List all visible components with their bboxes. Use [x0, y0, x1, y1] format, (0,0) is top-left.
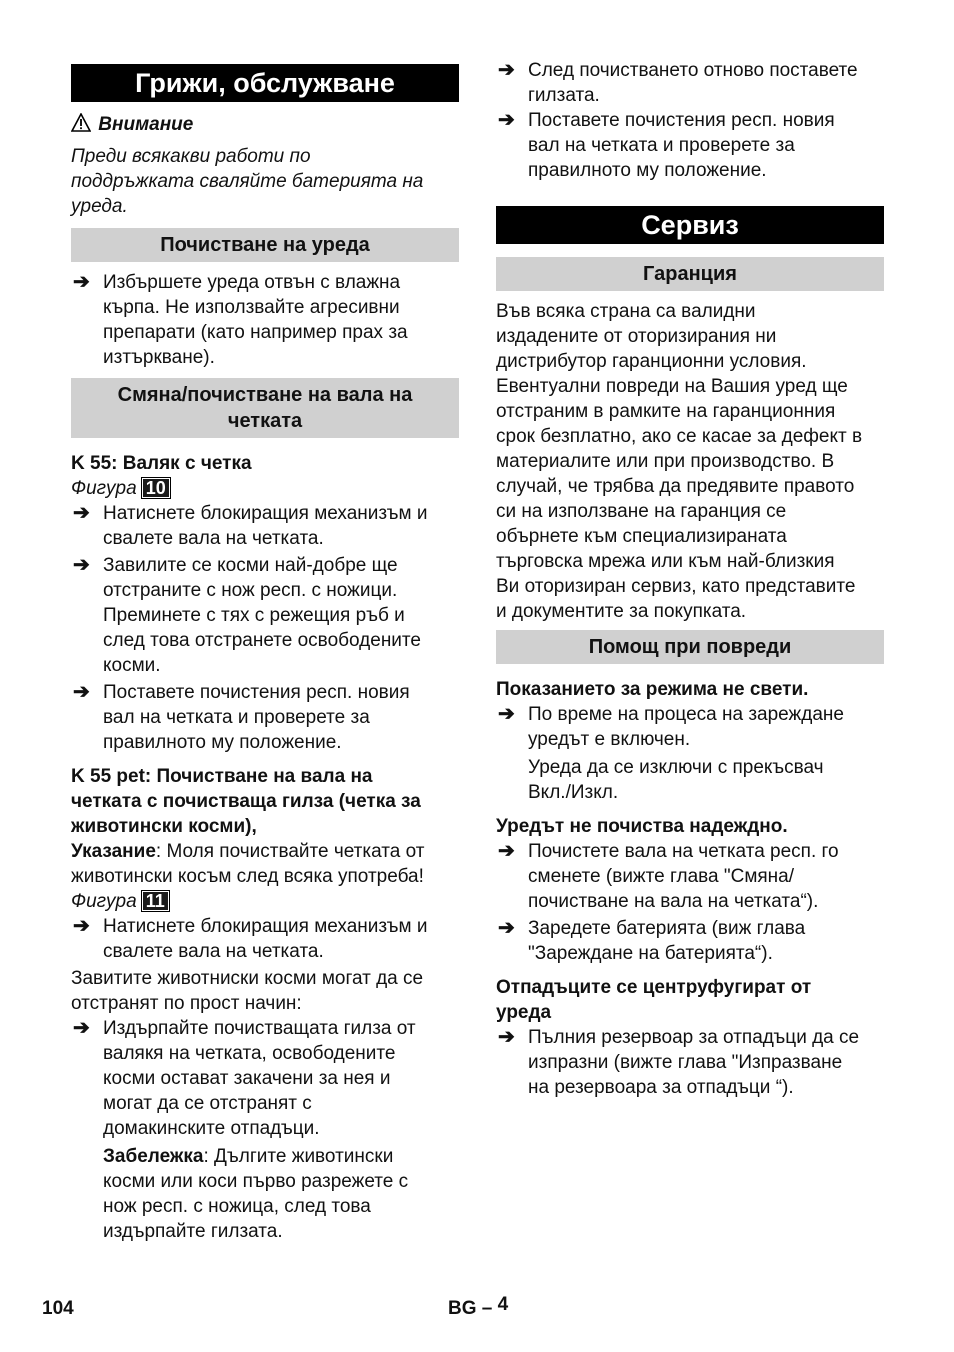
issue-solution-text: Уреда да се изключи с прекъсвач Вкл./Изкл.	[528, 757, 824, 803]
right-arrow-icon: ➔	[498, 59, 515, 81]
right-arrow-icon: ➔	[73, 502, 90, 524]
figure-ref-10: Фигура 10	[71, 476, 459, 501]
heading-brush-roller: Смяна/почистване на вала на четката	[71, 378, 459, 438]
section-title-care: Грижи, обслужване	[71, 64, 459, 102]
right-arrow-icon: ➔	[73, 1017, 90, 1039]
issue-title: Отпадъците се центруфугират от уреда	[496, 977, 812, 1023]
heading-troubleshooting: Помощ при повреди	[496, 630, 884, 664]
warning-triangle-icon	[71, 113, 93, 139]
list-item: ➔ Избършете уреда отвън с влажна кърпа. Не използвайте агресивни препарати (като например прах за изтъркване).	[73, 271, 408, 368]
right-arrow-icon: ➔	[73, 271, 90, 293]
list-item: ➔ Натиснете блокиращия механизъм и свалете вала на четката.	[73, 502, 428, 549]
list-item: ➔ Завилите се косми най-добре ще отстраните с нож респ. с ножици. Преминете с тях с режещия ръб и след това отстранете освободените косми.	[73, 554, 421, 676]
list-item: ➔ Заредете батерията (виж глава "Зареждане на батерията“).	[498, 917, 806, 964]
right-arrow-icon: ➔	[73, 681, 90, 703]
warning-header	[71, 112, 459, 139]
right-arrow-icon: ➔	[498, 917, 515, 939]
issue-title: Уредът не почиства надеждно.	[496, 816, 788, 837]
list-item: ➔ Натиснете блокиращия механизъм и свалете вала на четката.	[73, 915, 428, 962]
heading-cleaning: Почистване на уреда	[71, 228, 459, 262]
warning-label: Внимание	[98, 114, 194, 135]
figure-number-badge: 10	[141, 477, 171, 499]
heading-warranty: Гаранция	[496, 257, 884, 291]
section-title-service: Сервиз	[496, 206, 884, 244]
right-arrow-icon: ➔	[498, 109, 515, 131]
right-arrow-icon: ➔	[73, 554, 90, 576]
figure-ref-11: Фигура 11	[71, 889, 459, 914]
right-column	[496, 0, 884, 1100]
language-page-label: BG – 4	[448, 1294, 509, 1319]
list-item: ➔ Поставете почистения респ. новия вал на четката и проверете за правилното му положение.	[73, 681, 410, 753]
note-paragraph: Указание: Моля почиствайте четката от животински косъм след всяка употреба!	[71, 841, 425, 887]
warranty-text: Във всяка страна са валидни издадените от оторизирания ни дистрибутор гаранционни условия. Евентуални повреди на Вашия уред ще отстраним в рамките на гаранционния срок безплатно, ако се касае за дефект в материалите или при производство. В случай, че трябва да предявите правото си на използване на гаранция се обърнете към специализираната търговска мрежа или към най-близкия Ви оторизиран сервиз, като представите и документите за покупката.	[496, 301, 863, 622]
list-item: ➔ Пълния резервоар за отпадъци да се изпразни (вижте глава "Изпразване на резервоара за отпадъци “).	[498, 1026, 860, 1098]
list-item: ➔ След почистването отново поставете гилзата.	[498, 59, 858, 106]
right-arrow-icon: ➔	[73, 915, 90, 937]
right-arrow-icon: ➔	[498, 703, 515, 725]
note-label: Указание	[71, 841, 156, 862]
issue-title: Показанието за режима не свети.	[496, 679, 809, 700]
list-item: ➔ Поставете почистения респ. новия вал на четката и проверете за правилното му положение.	[498, 109, 835, 181]
k55-title: K 55: Валяк с четка	[71, 453, 252, 474]
remark-label: Забележка	[103, 1146, 204, 1167]
page-number: 104	[42, 1298, 74, 1319]
list-item: ➔ Издърпайте почистващата гилза от валякя на четката, освободените косми остават закачени за нея и могат да се отстранят с домакинските отпадъци.	[73, 1017, 416, 1139]
hair-removal-text: Завитите животниски косми могат да се отстранят по прост начин:	[71, 968, 424, 1014]
list-item: ➔ Почистете вала на четката респ. го сменете (вижте глава "Смяна/ почистване на вала на четката“).	[498, 840, 839, 912]
warning-text: Преди всякакви работи по поддръжката сваляйте батерията на уреда.	[71, 146, 424, 217]
left-column	[71, 0, 459, 1244]
right-arrow-icon: ➔	[498, 840, 515, 862]
figure-number-badge: 11	[141, 890, 170, 912]
right-arrow-icon: ➔	[498, 1026, 515, 1048]
list-item: ➔ По време на процеса на зареждане уредът е включен.	[498, 703, 844, 750]
k55-pet-title: K 55 pet: Почистване на вала на четката с почистваща гилза (четка за животински косми),	[71, 766, 421, 837]
remark-paragraph: Забележка: Дългите животински косми или коси първо разрежете с нож респ. с ножица, след това издърпайте гилзата.	[103, 1146, 409, 1242]
